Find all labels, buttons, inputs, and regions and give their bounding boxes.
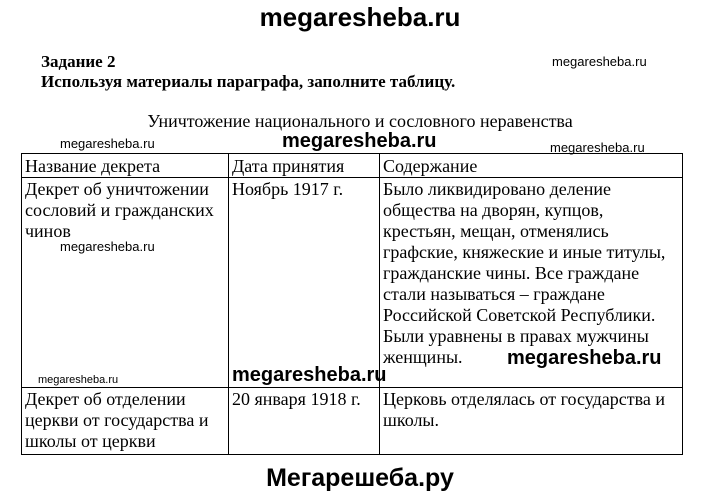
watermark: megaresheba.ru	[282, 130, 437, 152]
table-caption: Уничтожение национального и сословного неравенства	[147, 111, 573, 131]
table-row	[22, 388, 683, 455]
decree-name-cell: Декрет об отделении церкви от государства и школы от церкви	[22, 388, 229, 455]
decree-content-cell: Было ликвидировано деление общества на дворян, купцов, крестьян, мещан, отменялись графские, княжеские и иные титулы, гражданские чины. Все граждане стали называться – граждане Российской Советской Республики. Были уравнены в правах мужчины женщины.	[380, 178, 683, 388]
header-adoption-date: Дата принятия	[229, 154, 380, 178]
decree-date-cell: Ноябрь 1917 г.	[229, 178, 380, 388]
decree-date-cell: 20 января 1918 г.	[229, 388, 380, 455]
site-header-watermark: megaresheba.ru	[259, 2, 461, 32]
decree-content-cell: Церковь отделялась от государства и школы.	[380, 388, 683, 455]
watermark: megaresheba.ru	[232, 364, 387, 386]
header-content: Содержание	[380, 154, 683, 178]
site-footer-watermark: Мегарешеба.ру	[266, 464, 454, 492]
decree-name-cell: Декрет об уничтожении сословий и гражданских чинов	[22, 178, 229, 388]
watermark: megaresheba.ru	[60, 136, 155, 151]
task-instruction: Используя материалы параграфа, заполните таблицу.	[41, 72, 456, 91]
watermark: megaresheba.ru	[60, 239, 155, 254]
watermark: megaresheba.ru	[38, 374, 119, 386]
decrees-table	[21, 153, 683, 455]
watermark: megaresheba.ru	[507, 347, 662, 369]
watermark: megaresheba.ru	[552, 54, 647, 69]
header-decree-name: Название декрета	[22, 154, 229, 178]
watermark: megaresheba.ru	[550, 140, 645, 155]
task-title: Задание 2	[41, 52, 116, 71]
table-header-row	[22, 154, 683, 178]
